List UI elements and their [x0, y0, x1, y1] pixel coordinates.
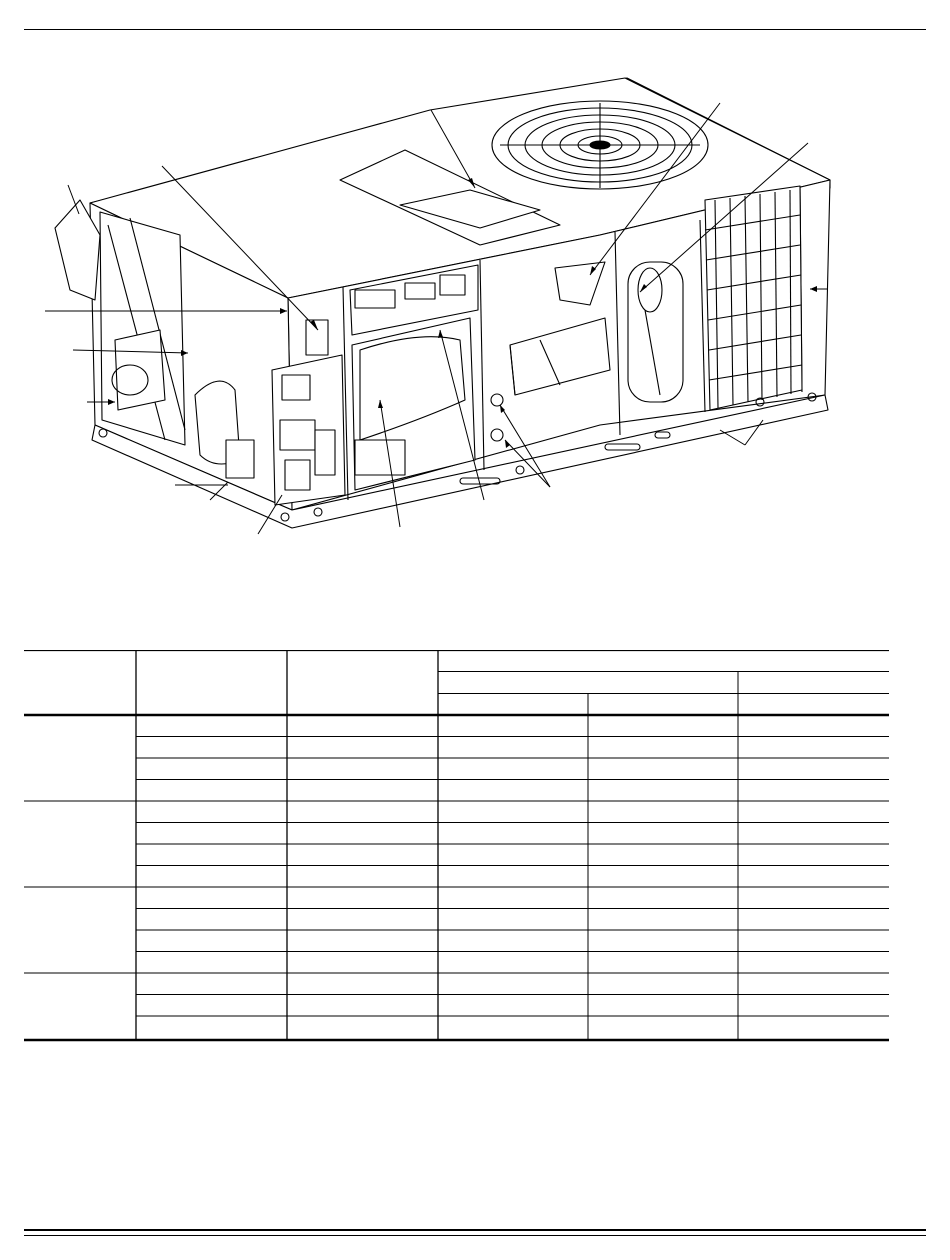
spec-table: [24, 650, 889, 1042]
condenser-coil: [705, 186, 802, 410]
unit-illustration: [0, 0, 950, 600]
heater-box: [226, 440, 254, 478]
compressor-access: [628, 262, 683, 402]
footer-rule-thin: [24, 1235, 926, 1236]
disconnect-box: [306, 320, 328, 355]
footer-rule-thick: [24, 1229, 926, 1231]
